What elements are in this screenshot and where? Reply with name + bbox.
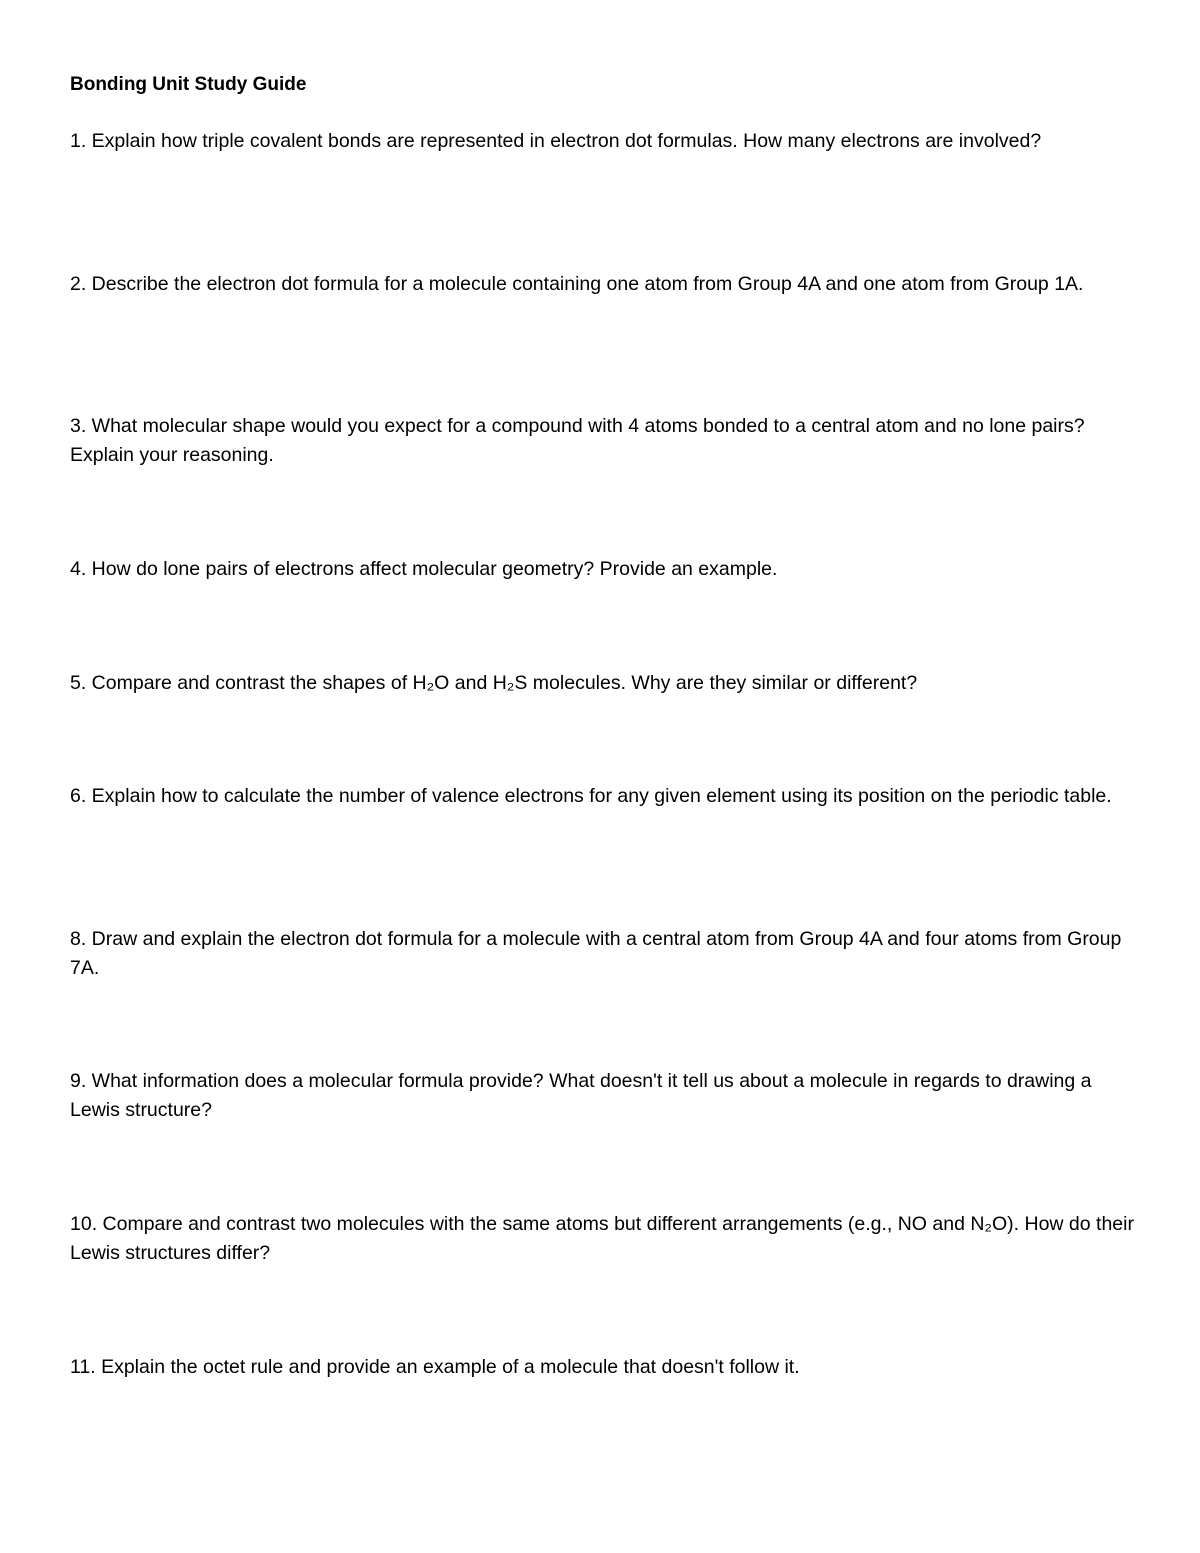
page-title: Bonding Unit Study Guide xyxy=(70,74,307,95)
question-2: 2. Describe the electron dot formula for a molecule containing one atom from Group 4A and one atom from Group 1A. xyxy=(70,273,1084,295)
question-3: 3. What molecular shape would you expect for a compound with 4 atoms bonded to a central atom and no lone pairs? Explain your reasoning. xyxy=(70,415,1085,466)
question-9: 9. What information does a molecular formula provide? What doesn't it tell us about a molecule in regards to drawing a Lewis structure? xyxy=(70,1070,1092,1121)
question-11: 11. Explain the octet rule and provide an example of a molecule that doesn't follow it. xyxy=(70,1356,800,1378)
question-4: 4. How do lone pairs of electrons affect molecular geometry? Provide an example. xyxy=(70,558,778,580)
question-6: 6. Explain how to calculate the number of valence electrons for any given element using its position on the periodic table. xyxy=(70,785,1112,807)
question-5: 5. Compare and contrast the shapes of H₂O and H₂S molecules. Why are they similar or different? xyxy=(70,672,918,694)
question-10: 10. Compare and contrast two molecules with the same atoms but different arrangements (e.g., NO and N₂O). How do their Lewis structures differ? xyxy=(70,1213,1134,1264)
question-1: 1. Explain how triple covalent bonds are represented in electron dot formulas. How many electrons are involved? xyxy=(70,130,1042,152)
question-8: 8. Draw and explain the electron dot formula for a molecule with a central atom from Group 4A and four atoms from Group 7A. xyxy=(70,928,1122,979)
